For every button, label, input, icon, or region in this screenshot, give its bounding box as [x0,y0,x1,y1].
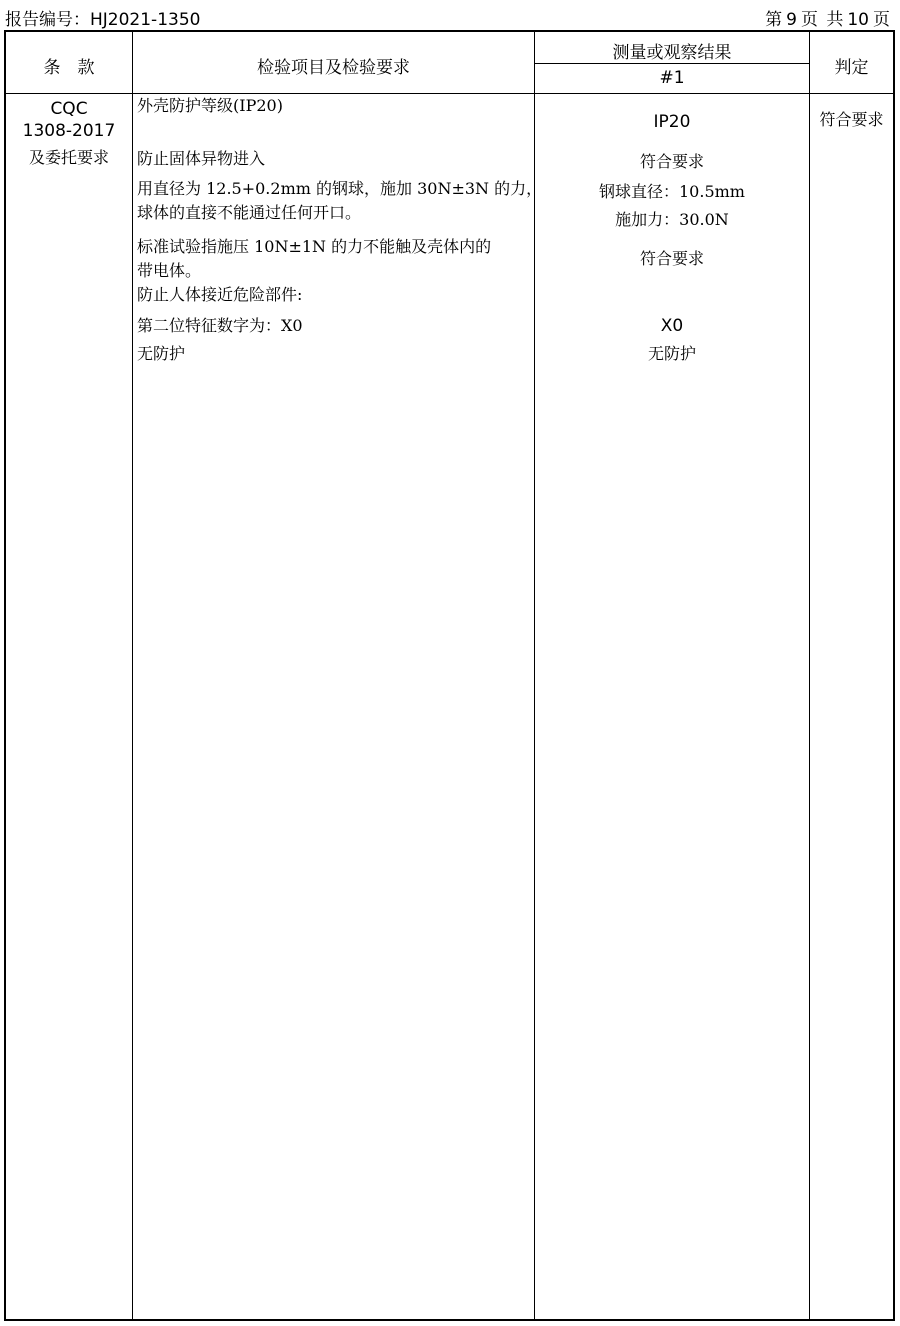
header-subdivider [534,63,809,64]
item-title: 外壳防护等级(IP20) [137,96,283,115]
column-header-verdict: 判定 [834,58,869,78]
result-ball-diameter: 钢球直径：10.5mm [599,182,745,201]
page-indicator [763,5,892,30]
clause-line-2: 1308-2017 [22,121,116,141]
inspection-table [4,30,895,1321]
page-total: 10 [847,10,869,30]
page-mid: 页 共 [800,10,844,30]
result-no-protection: 无防护 [647,344,696,363]
item-ball-requirement-1: 用直径为 12.5+0.2mm 的钢球，施加 30N±3N 的力， [137,179,543,198]
page-prefix: 第 [765,10,783,30]
report-number: 报告编号：HJ2021-1350 [5,10,201,30]
item-person-title: 防止人体接近危险部件: [137,285,303,304]
column-divider [809,32,810,1319]
clause-standard [6,98,132,142]
column-header-result-sample: #1 [659,68,685,88]
column-divider [132,32,133,1319]
item-second-digit: 第二位特征数字为：X0 [137,316,303,335]
result-ip: IP20 [653,112,691,132]
column-header-result: 测量或观察结果 [612,43,732,63]
item-finger-requirement-1: 标准试验指施压 10N±1N 的力不能触及壳体内的 [137,237,492,256]
verdict-value: 符合要求 [819,110,884,129]
result-x0: X0 [660,316,684,336]
item-solid-title: 防止固体异物进入 [137,149,266,168]
column-header-clause: 条 款 [43,58,95,78]
result-finger: 符合要求 [639,249,704,268]
page-suffix: 页 [873,10,890,30]
page-header [5,5,892,30]
clause-line-3: 及委托要求 [28,148,109,167]
item-ball-requirement-2: 球体的直接不能通过任何开口。 [137,203,362,222]
page-current: 9 [786,10,797,30]
column-header-item: 检验项目及检验要求 [257,58,410,78]
clause-line-1: CQC [50,99,88,119]
result-force: 施加力：30.0N [615,210,729,229]
item-finger-requirement-2: 带电体。 [137,261,202,280]
item-no-protection: 无防护 [137,344,186,363]
result-solid: 符合要求 [639,152,704,171]
